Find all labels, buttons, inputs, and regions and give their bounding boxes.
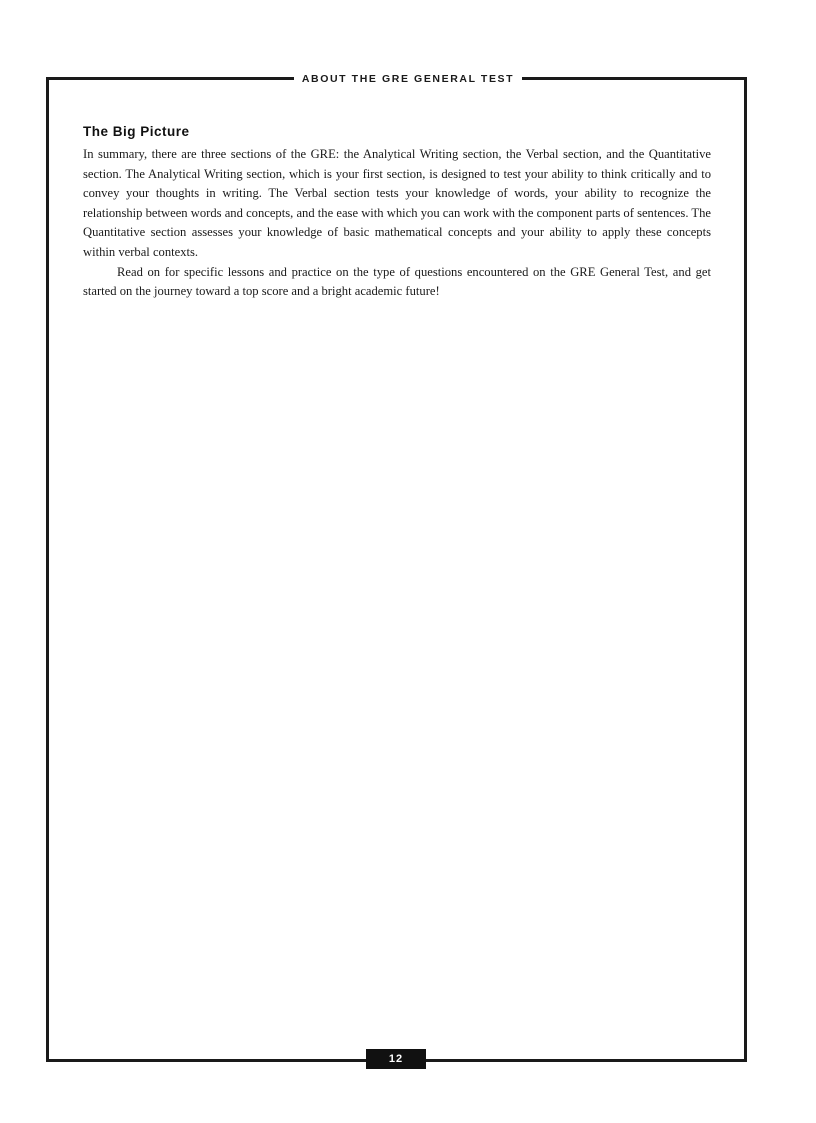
summary-paragraph: In summary, there are three sections of the GRE: the Analytical Writing section, the Verbal section, and the Quantitative section. The Analytical Writing section, which is your first section, is designed to test your ability to think critically and to convey your thoughts in writing. The Verbal section tests your knowledge of words, your ability to recognize the relationship between words and concepts, and the ease with which you can work with the component parts of sentences. The Quantitative section assesses your knowledge of basic mathematical concepts and your ability to apply these concepts within verbal contexts. xyxy=(83,147,711,259)
main-content xyxy=(83,122,711,302)
page-number: 12 xyxy=(366,1049,426,1069)
section-heading: The Big Picture xyxy=(83,124,190,139)
running-header-text: ABOUT THE GRE GENERAL TEST xyxy=(294,72,522,86)
closing-paragraph: Read on for specific lessons and practice on the type of questions encountered on the GRE General Test, and get started on the journey toward a top score and a bright academic future! xyxy=(83,264,711,299)
running-header xyxy=(0,71,816,86)
